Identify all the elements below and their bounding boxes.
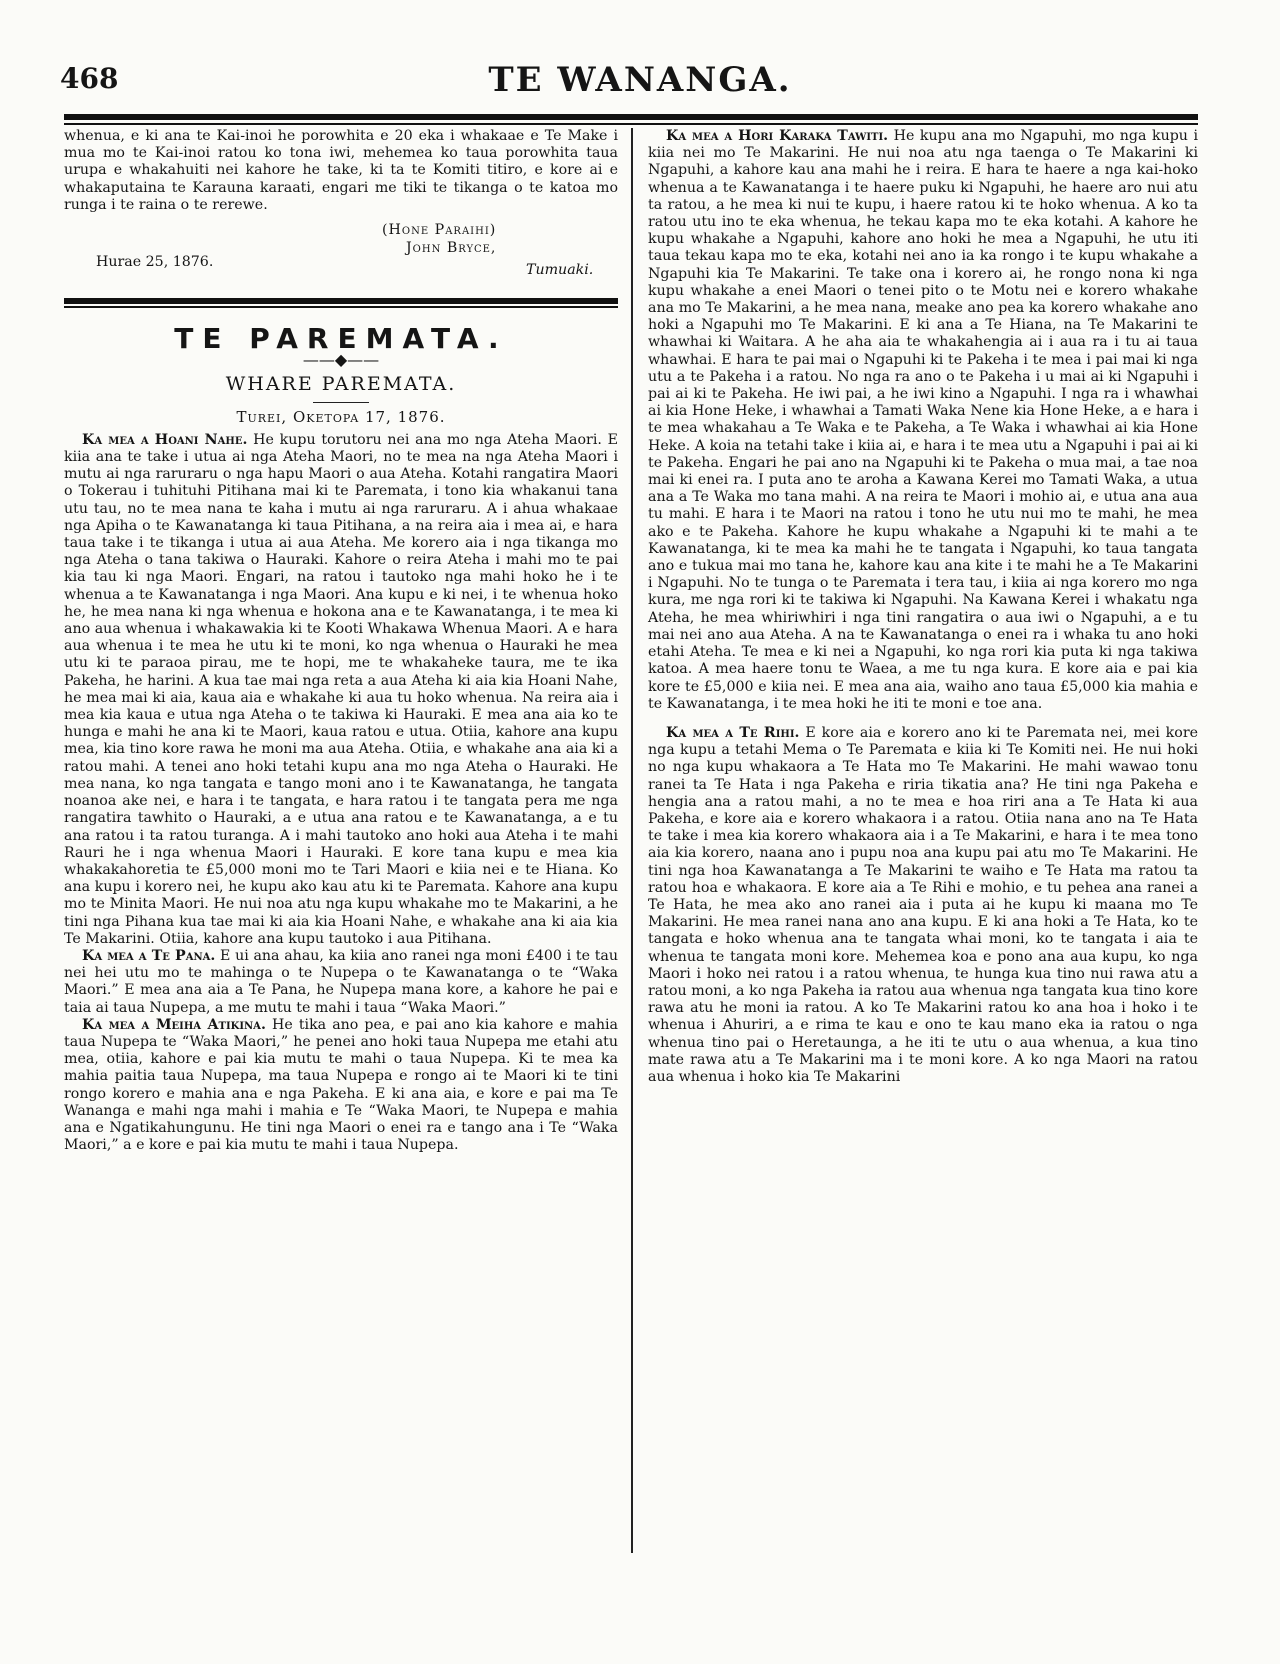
speech-text: He kupu torutoru nei ana mo nga Ateha Maori. E kiia ana te take i utua ai nga Ateha Maori, no te mea na nga Ateha Maori i mutu ai nga raruraru o nga hapu Maori o aua Ateha. Kotahi rangatira Maori o Tokerau i tuhituhi Pitihana mai ki te Paremata, i tono kia whakanui tana utu tau, no te mea nana te kaha i mutu ai nga raruraru. A i ahua whakaae nga Apiha o te Kawanatanga ki taua Pitihana, a na reira aia i mea ai, e hara taua take i te tikanga i utua ai aua Ateha. Me korero aia i nga tikanga mo nga Ateha o tana takiwa o Hauraki. Kahore o reira Ateha i mahi mo te pai kia tau ki nga Maori. Engari, na ratou i tautoko nga mahi hoko he i te whenua a te Kawanatanga i nga Maori. Ana kupu e ki nei, i te whenua hoko he, he mea nana ki nga whenua e hokona ana e te Kawanatanga, i te mea ki ano aua whenua i whakawakia ki te Kooti Whakawa Whenua Maori. A e hara aua whenua i te mea he utu ki te moni, ko nga whenua o Hauraki he mea utu ki te paraoa pirau, me te hopi, me te whakaheke taura, me te ika Pakeha, he harini. A kua tae mai nga reta a aua Ateha ki aia kia Hoani Nahe, he mea mai ki aia, kaua aia e whakahe ki aua tu hoko whenua. Na reira aia i mea kia kaua e utua nga Ateha o te takiwa ki Hauraki. E mea ana aia ko te hunga e mahi he ana ki te Maori, kaua ratou e utua. Otiia, kahore ana kupu mea, kia tino kore rawa he moni ma aua Ateha. Otiia, e whakahe ana aia ki a ratou mahi. A tenei ano hoki tetahi kupu ana mo nga Ateha o Hauraki. He mea nana, ko nga tangata e tango moni ano i te Kawanatanga, he tangata noanoa ake nei, e hara i te tangata, e hara ratou i te tangata pera me nga rangatira tawhito o Hauraki, a e utua ana ratou e te Kawanatanga, a e tu ana ratou i ta ratou turanga. A i mahi tautoko ano hoki aua Ateha i te mahi Rauri he i nga whenua Maori i Hauraki. E kore tana kupu e mea kia whakakahoretia te £5,000 moni mo te Tari Maori e kiia nei e te Hiana. Ko ana kupu i korero nei, he kupu ako kau atu ki te Paremata. Kahore ana kupu mo te Minita Maori. He nui noa atu nga kupu whakahe mo te Makarini, a he tini nga Pihana kua tae mai ki aia kia Hoani Nahe, e whakahe ana ki aia kia Te Makarini. Otiia, kahore ana kupu tautoko i aua Pitihana. xyxy=(64,431,618,947)
masthead-title: TE WANANGA. xyxy=(488,60,792,100)
speech-text: He tika ano pea, e pai ano kia kahore e mahia taua Nupepa te “Waka Maori,” he penei ano hoki taua Nupepa me etahi atu mea, otiia, kahore e pai kia mutu te mahi o taua Nupepa. Ki te mea ka mahia paitia taua Nupepa, ma taua Nupepa e rongo ai te Maori ki te tini rongo korero e mahia ana e nga Pakeha. E ki ana aia, e kore e pai ma Te Wananga e mahi nga mahi i mahia e Te “Waka Maori, te Nupepa e mahia ana e Ngatikahungunu. He tini nga Maori o enei ra e tango ana i Te “Waka Maori,” a e kore e pai kia mutu te mahi i taua Nupepa. xyxy=(64,1016,618,1154)
right-column xyxy=(648,128,1198,1086)
page-number: 468 xyxy=(60,62,119,95)
left-column xyxy=(64,128,618,1154)
ornament-divider-icon: ——◆—— xyxy=(302,350,380,370)
signatory-name-1: (Hone Paraihi) xyxy=(382,222,497,239)
speech-paragraph xyxy=(64,1017,618,1155)
speech-paragraph xyxy=(648,128,1198,713)
speaker-name: Ka mea a Hori Karaka Tawiti. xyxy=(666,128,889,144)
session-date: Turei, Oketopa 17, 1876. xyxy=(236,407,446,426)
speech-text: E ui ana ahau, ka kiia ano ranei nga moni £400 i te tau nei hei utu mo te mahinga o te Nupepa o te Kawanatanga o te “Waka Maori.” E mea ana aia a Te Pana, he Nupepa mana kore, a kahore he pai e taia ai taua Nupepa, a me mutu te mahi i taua “Waka Maori.” xyxy=(64,947,619,1016)
speaker-name: Ka mea a Te Rihi. xyxy=(666,724,800,741)
subsection-title: WHARE PAREMATA. xyxy=(225,373,457,396)
speaker-name: Ka mea a Meiha Atikina. xyxy=(82,1016,266,1033)
paragraph-gap xyxy=(648,713,1198,725)
speech-paragraph xyxy=(64,432,618,948)
speaker-name: Ka mea a Te Pana. xyxy=(82,947,216,964)
short-rule xyxy=(313,402,369,403)
speech-text: He kupu ana mo Ngapuhi, mo nga kupu i kiia nei mo Te Makarini. He nui noa atu nga taenga o Te Makarini ki Ngapuhi, a kahore kau ana mahi he i reira. E hara te haere a nga kai-hoko whenua a te Kawanatanga i te haere puku ki Ngapuhi, he haere aro nui atu ta ratou, a he mea ki nui te kupu, i haere ratou ki te hoko whenua. A ko ta ratou utu ino te eka whenua, he tekau kapa mo te eka kotahi. A kahore he kupu whakahe a Ngapuhi, kahore ano hoki he mea a Ngapuhi, he utu iti taua tekau kapa mo te eka, kotahi nei ano ia ka rongo i te kupu whakahe a Ngapuhi kia Te Makarini. Te take ona i korero ai, he rongo nona ki nga kupu whakahe a enei Maori o tenei pito o te Motu nei e korero whakahe ana mo Te Makarini, a he mea nana, meake ano pea ka korero whakahe ano hoki a Ngapuhi mo Te Makarini. E ki ana a Te Hiana, na Te Makarini te whawhai ki Waitara. A he aha aia te whakahengia ai i aua ra i tu ai taua whawhai. E hara te pai mai o Ngapuhi ki te Pakeha i te mea i pai mai ki nga utu a te Pakeha i a ratou. No nga ra ano o te Pakeha i u mai ai ki Ngapuhi i pai ai ki te Pakeha. He iwi pai, a he iwi kino a Ngapuhi. I nga ra i whawhai ai kia Hone Heke, i whawhai a Tamati Waka Nene kia Hone Heke, a e hara i te mea whakahau a Te Waka e te Pakeha, a Te Waka i whawhai ai kia Hone Heke. A koia na tetahi take i kiia ai, e hara i te mea utu a Ngapuhi i pai ai ki te Pakeha. Engari he pai ano na Ngapuhi ki te Pakeha o mua mai, a tae noa mai ki enei ra. I puta ano te aroha a Kawana Kerei mo Tamati Waka, a utua ana a Te Waka mo tana mahi. A na reira te Maori i mohio ai, e utua ana aua tu mahi. E hara i te Maori na ratou i tono he utu nui mo te mahi, he mea ako e te Pakeha. Kahore he kupu whakahe a Ngapuhi ki te mahi a te Kawanatanga, ki te mea ka mahi he te tangata i Ngapuhi, ko taua tangata ano e tukua mai mo tana he, kahore kau ana kite i te mahi he a Te Makarini i Ngapuhi. No te tunga o te Paremata i tera tau, i kiia ai nga korero mo nga kura, me nga rori ki te takiwa ki Ngapuhi. Na Kawana Kerei i whakatu nga Ateha, he mea whiriwhiri i nga tini rangatira o aua iwi o Ngapuhi, a e tu mai nei ano aua Ateha. A na te Kawanatanga o enei ra i whaka tu ano hoki etahi Ateha. Te mea e ki nei a Ngapuhi, ko nga rori kia puta ki nga takiwa katoa. A mea haere tonu te Waea, a me tu nga kura. E kore aia e pai kia kore te £5,000 e kiia nei. E mea ana aia, waiho ano taua £5,000 kia mahia e te Kawanatanga, i te mea hoki he iti te moni e toe ana. xyxy=(648,128,1198,712)
header-rule-heavy xyxy=(64,114,1198,120)
speech-text: E kore aia e korero ano ki te Paremata nei, mei kore nga kupu a tetahi Mema o Te Paremata e kiia ki Te Komiti nei. He nui hoki no nga kupu whakaora a Te Hata mo Te Makarini. He mahi wawao tonu ranei ta Te Hata i nga Pakeha e riria tikatia ana? He tini nga Pakeha e hengia ana a ratou mahi, a no te mea e hoa riri ana a Te Hata ki aua Pakeha, e kore aia e korero whakaora i a ratou. Otiia nana ano na Te Hata te take i mea kia korero whakaora aia i a Te Makarini, e hara i te mea tono aia kia korero, naana ano i pupu noa ana kupu pai atu mo Te Makarini. He tini nga hoa Kawanatanga a Te Makarini te waiho e Te Hata ma ratou ta ratou hoa e whakaora. E kore aia a Te Rihi e mohio, e tu pehea ana ranei a Te Hata, he mea ako ano ranei aia i puta ai he kupu ki maana mo Te Makarini. He mea ranei nana ano ana kupu. E ki ana hoki a Te Hata, ko te tangata e hoko whenua ana te tangata whai moni, ko te tangata i aia te whenua te tangata moni kore. Mehemea koa e pono ana aua kupu, ko nga Maori i hoko nei ratou i a ratou whenua, te hunga kua tino nui rawa atu a ratou moni, a ko nga Pakeha ia ratou aua whenua nga tangata kua tino kore rawa atu he moni ia ratou. A ko Te Makarini ratou ko ana hoa i hoko i te whenua i Ahuriri, a e rima te kau e ono te kau mano eka ia ratou o nga whenua tino pai o Heretaunga, a he iti te utu o aua whenua, a kua tino mate rawa atu a Te Makarini ma i te moni kore. A ko nga Maori na ratou aua whenua i hoko kia Te Makarini xyxy=(648,724,1198,1085)
speech-paragraph xyxy=(64,948,618,1017)
signature-block xyxy=(64,222,618,294)
section-rule-heavy xyxy=(64,298,618,304)
signature-date: Hurae 25, 1876. xyxy=(96,254,214,271)
section-title: TE PAREMATA. xyxy=(174,322,508,356)
section-rule-thin xyxy=(64,306,618,308)
intro-paragraph: whenua, e ki ana te Kai-inoi he porowhita e 20 eka i whakaae e Te Make i mua mo te Kai-inoi ratou ko tona iwi, mehemea ko taua porowhita taua urupa e whakahuiti nei kahore he take, ki ta te Komiti titiro, e kore ai e whakaputaina te Karauna karaati, engari me tiki te tikanga o te katoa mo runga i te raina o te rerewe. xyxy=(64,128,618,213)
header-rule-thin xyxy=(64,123,1198,125)
speaker-name: Ka mea a Hoani Nahe. xyxy=(82,431,248,448)
signatory-name-2: John Bryce, xyxy=(406,240,497,257)
column-divider xyxy=(631,128,633,1553)
signatory-title: Tumuaki. xyxy=(526,262,594,279)
speech-paragraph xyxy=(648,725,1198,1086)
